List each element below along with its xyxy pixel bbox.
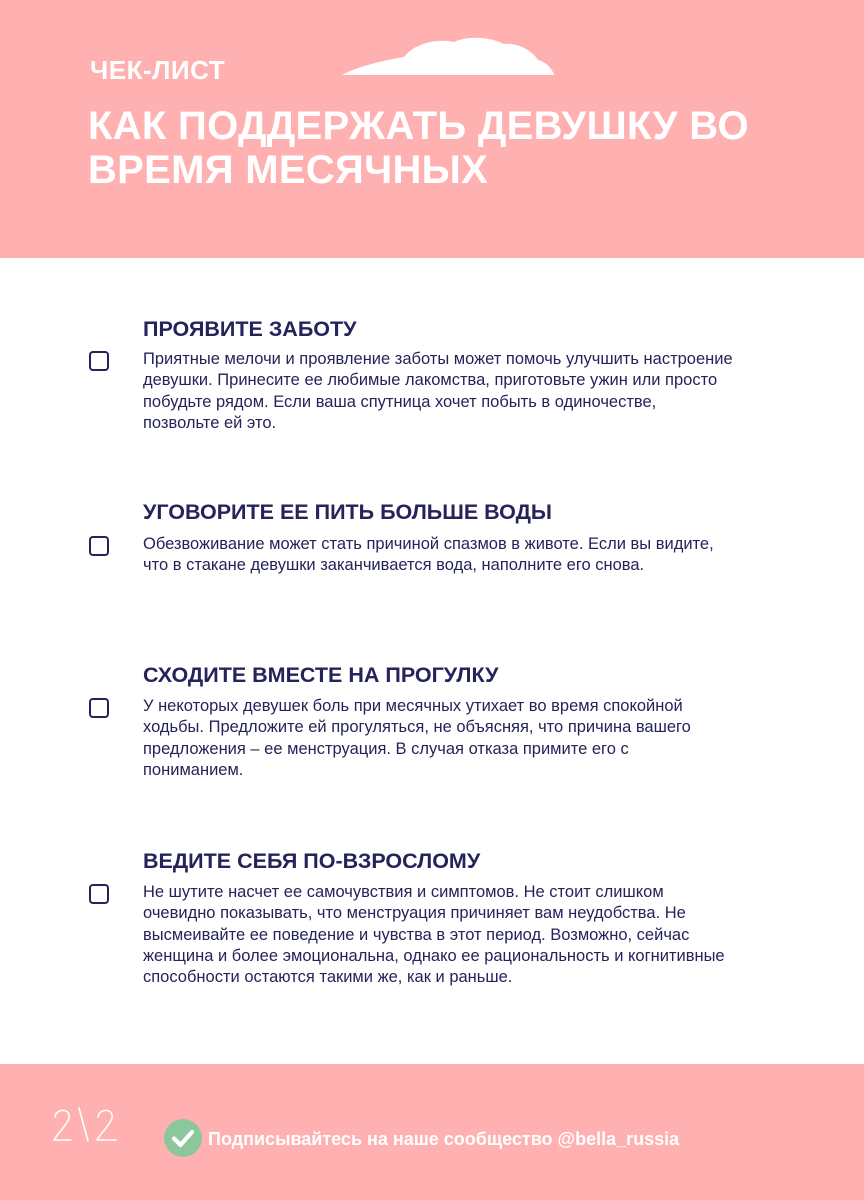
page-number [52, 1104, 132, 1144]
checklist-item-heading: ПРОЯВИТЕ ЗАБОТУ [143, 317, 357, 341]
header-banner [0, 0, 864, 258]
checklist-item-heading: ВЕДИТЕ СЕБЯ ПО-ВЗРОСЛОМУ [143, 849, 481, 873]
checklist-item-heading: СХОДИТЕ ВМЕСТЕ НА ПРОГУЛКУ [143, 663, 499, 687]
checkbox[interactable] [89, 536, 109, 556]
page-title: КАК ПОДДЕРЖАТЬ ДЕВУШКУ ВО ВРЕМЯ МЕСЯЧНЫХ [88, 104, 749, 192]
subscribe-link[interactable]: Подписывайтесь на наше сообщество @bella_russia [208, 1129, 680, 1149]
checkbox[interactable] [89, 351, 109, 371]
checklist-item-heading: УГОВОРИТЕ ЕЕ ПИТЬ БОЛЬШЕ ВОДЫ [143, 500, 552, 524]
checklist-item-text: Обезвоживание может стать причиной спазмов в животе. Если вы видите, что в стакане девушки заканчивается вода, наполните его снова. [143, 535, 714, 575]
checklist-item-text: Приятные мелочи и проявление заботы может помочь улучшить настроение девушки. Принесите ее любимые лакомства, приготовьте ужин или просто побудьте рядом. Если ваша спутница хочет побыть в одиночестве, позвольте ей это. [143, 350, 733, 432]
checklist-item-text: У некоторых девушек боль при месячных утихает во время спокойной ходьбы. Предложите ей прогуляться, не объясняя, что причина вашего предложения – ее менструация. В случая отказа примите его с пониманием. [143, 697, 691, 779]
checkbox[interactable] [89, 698, 109, 718]
cloud-icon [338, 34, 558, 78]
checkbox[interactable] [89, 884, 109, 904]
checkmark-circle-icon [164, 1119, 202, 1157]
footer-banner [0, 1064, 864, 1200]
checklist-item-text: Не шутите насчет ее самочувствия и симптомов. Не стоит слишком очевидно показывать, что менструация причиняет вам неудобства. Не высмеивайте ее поведение и чувства в этот период. Возможно, сейчас женщина и более эмоциональна, однако ее рациональность и когнитивные способности остаются такими же, как и раньше. [143, 883, 725, 987]
checklist-kicker: ЧЕК-ЛИСТ [90, 55, 226, 85]
